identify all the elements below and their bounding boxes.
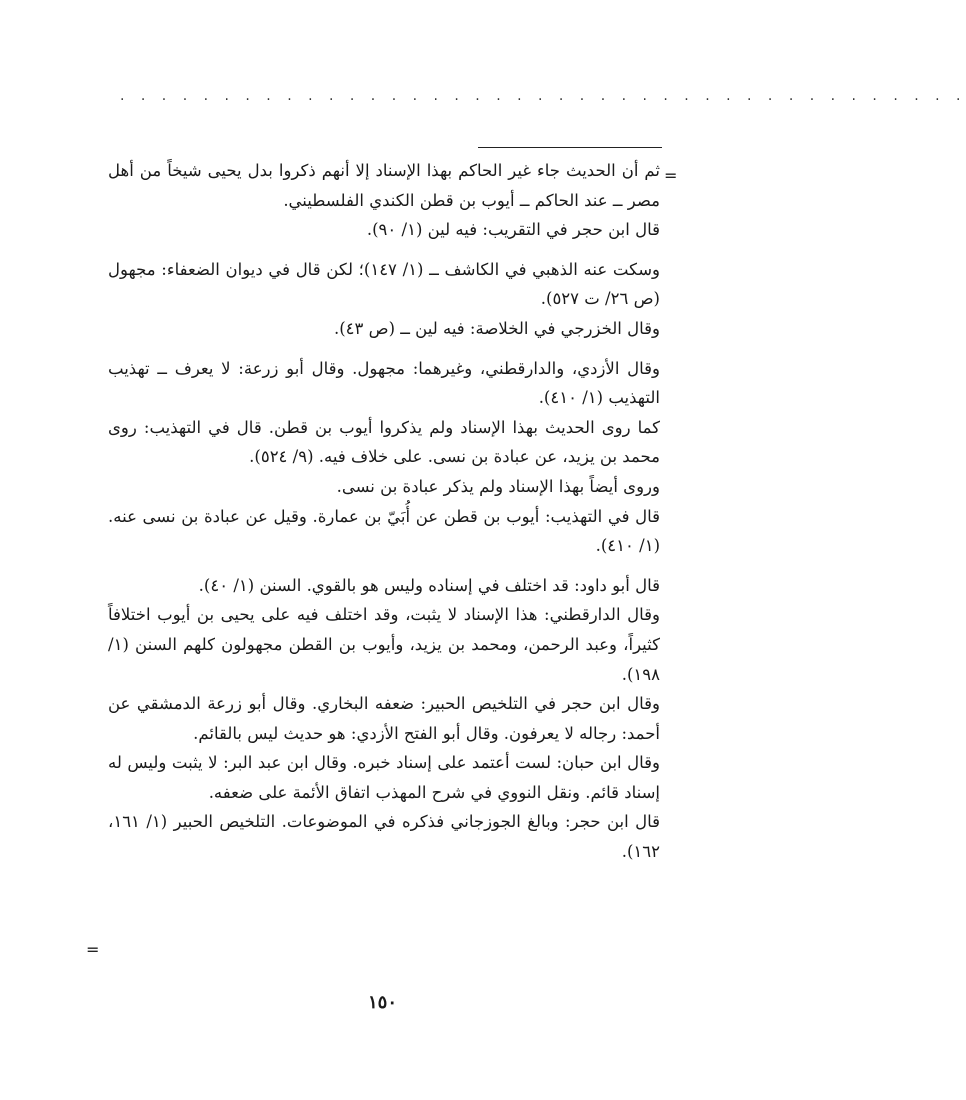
paragraph: قال في التهذيب: أيوب بن قطن عن أُبَيّ بن عمارة. وقيل عن عبادة بن نسى عنه. (١/ ٤١٠). xyxy=(108,506,660,556)
paragraph: وسكت عنه الذهبي في الكاشف ــ (١/ ١٤٧)؛ لكن قال في ديوان الضعفاء: مجهول (ص ٢٦/ ت ٥٢٧). xyxy=(108,259,660,309)
paragraph: وقال الدارقطني: هذا الإسناد لا يثبت، وقد اختلف فيه على يحيى بن أيوب اختلافاً كثيراً، وعبد الرحمن، ومحمد بن يزيد، وأيوب بن القطن مجهولون كلهم السنن (١/ ١٩٨). xyxy=(108,605,660,684)
paragraph: قال ابن حجر في التقريب: فيه لين (١/ ٩٠). xyxy=(366,220,660,240)
paragraph: كما روى الحديث بهذا الإسناد ولم يذكروا أيوب بن قطن. قال في التهذيب: روى محمد بن يزيد، عن عبادة بن نسى. على خلاف فيه. (٩/ ٥٢٤). xyxy=(108,417,660,467)
continuation-mark-bottom: = xyxy=(86,940,100,959)
paragraph: ثم أن الحديث جاء غير الحاكم بهذا الإسناد إلا أنهم ذكروا بدل يحيى شيخاً من أهل مصر ــ عند الحاكم ــ أيوب بن قطن الكندي الفلسطيني. xyxy=(108,161,660,210)
paragraph: قال ابن حجر: وبالغ الجوزجاني فذكره في الموضوعات. التلخيص الحبير (١/ ١٦١، ١٦٢). xyxy=(108,812,660,862)
paragraph: وقال الخزرجي في الخلاصة: فيه لين ــ (ص ٤٣). xyxy=(333,318,660,338)
page-number: ١٥٠ xyxy=(367,992,397,1013)
paragraph: وروى أيضاً بهذا الإسناد ولم يذكر عبادة بن نسى. xyxy=(336,476,660,496)
continuation-mark-top: = xyxy=(664,166,678,185)
paragraph: وقال الأزدي، والدارقطني، وغيرهما: مجهول. وقال أبو زرعة: لا يعرف ــ تهذيب التهذيب (١/ ٤١٠). xyxy=(108,358,660,408)
paragraph: وقال ابن حبان: لست أعتمد على إسناد خبره. وقال ابن عبد البر: لا يثبت وليس له إسناد قائم. ونقل النووي في شرح المهذب اتفاق الأئمة على ضعفه. xyxy=(108,753,660,802)
footnote-rule xyxy=(478,147,662,148)
paragraph: وقال ابن حجر في التلخيص الحبير: ضعفه البخاري. وقال أبو زرعة الدمشقي عن أحمد: رجاله لا يعرفون. وقال أبو الفتح الأزدي: هو حديث ليس بالقائم. xyxy=(108,694,660,743)
footnote-text xyxy=(108,156,660,867)
paragraph: قال أبو داود: قد اختلف في إسناده وليس هو بالقوي. السنن (١/ ٤٠). xyxy=(198,575,660,595)
dotted-separator: . . . . . . . . . . . . . . . . . . . . . . . . . . . . . . . . . . . . . . . . . xyxy=(120,88,966,104)
